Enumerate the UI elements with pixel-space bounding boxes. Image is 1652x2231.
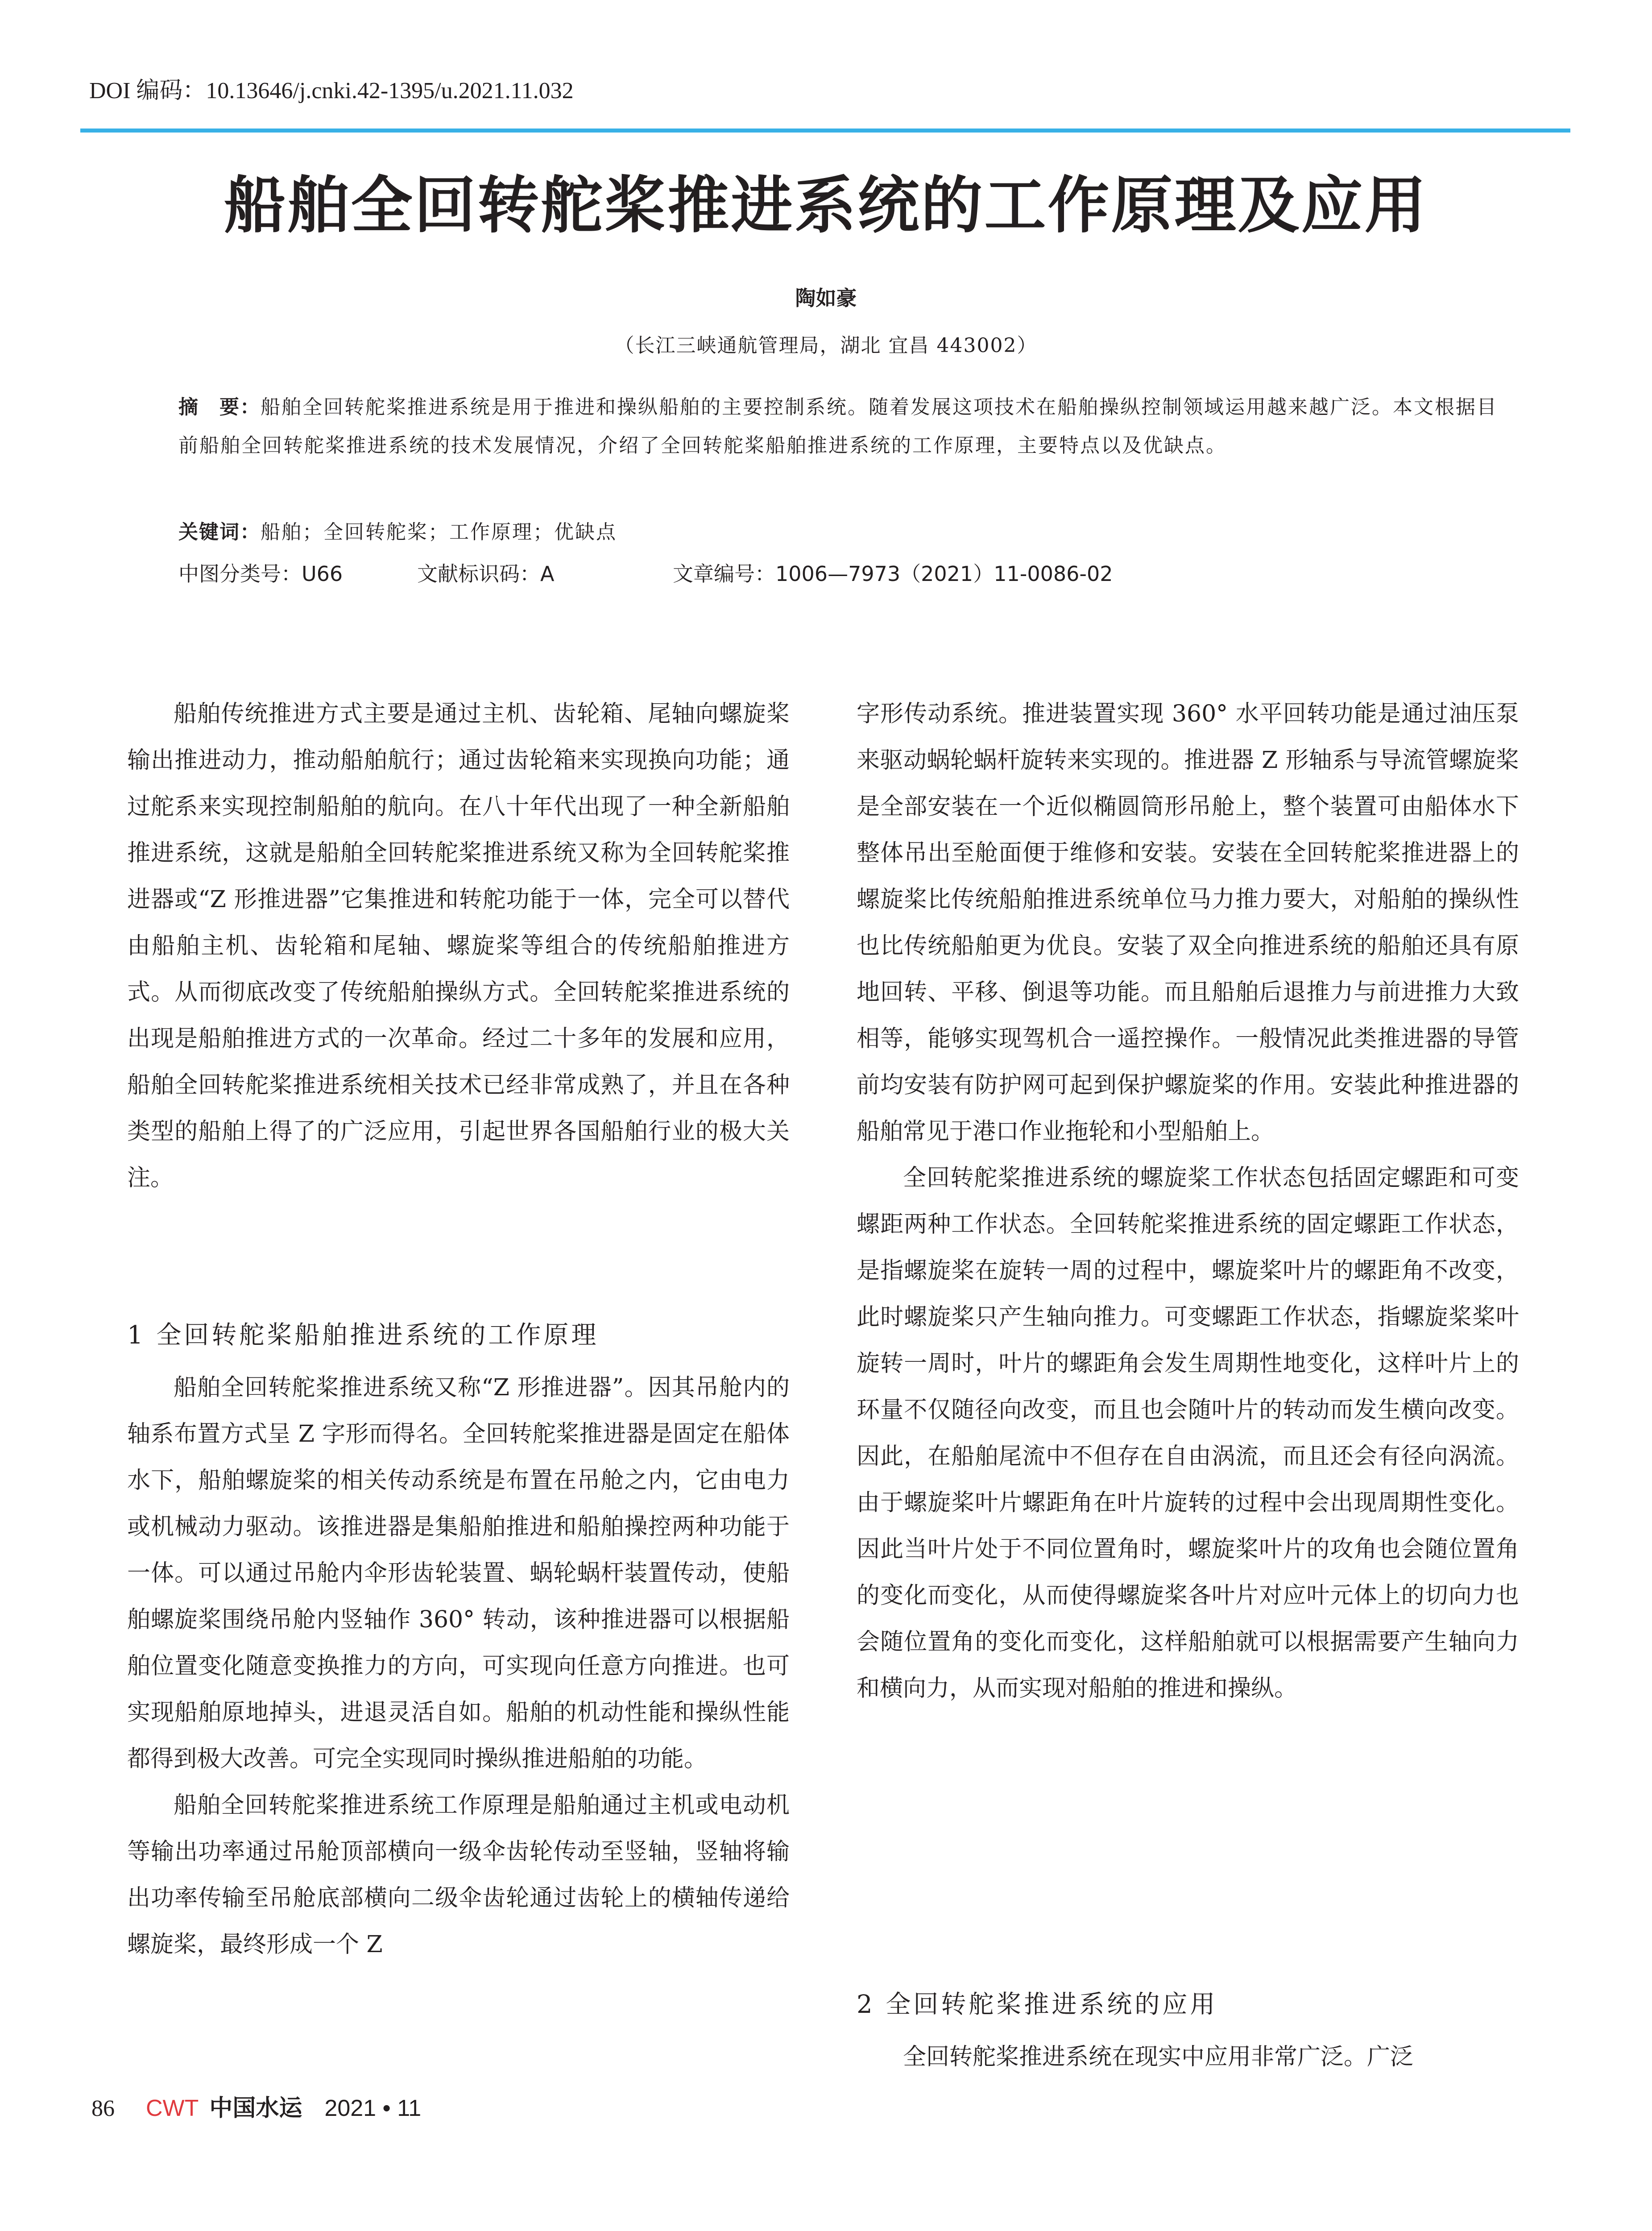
paragraph: 全回转舵桨推进系统在现实中应用非常广泛。广泛 [903,2044,1414,2070]
section-heading-2: 2 全回转舵桨推进系统的应用 [857,1990,1218,2019]
article-number: 文章编号：1006—7973（2021）11-0086-02 [673,562,1113,586]
paragraph: 船舶全回转舵桨推进系统又称“Z 形推进器”。因其吊舱内的轴系布置方式呈 Z 字形而得名。全回转舵桨推进器是固定在船体水下，船舶螺旋桨的相关传动系统是布置在吊舱之内，它由电力或机械动力驱动。该推进器是集船舶推进和船舶操控两种功能于一体。可以通过吊舱内伞形齿轮装置、蜗轮蜗杆装置传动，使船舶螺旋桨围绕吊舱内竖轴作 360° 转动，该种推进器可以根据船舶位置变化随意变换推力的方向，可实现向任意方向推进。也可实现船舶原地掉头，进退灵活自如。船舶的机动性能和操纵性能都得到极大改善。可完全实现同时操纵推进船舶的功能。 [127,1374,790,1772]
header-rule [80,129,1570,133]
keywords [178,513,1499,552]
issue-number: 2021 • 11 [324,2095,422,2121]
abstract [178,388,1499,465]
document-code: 文献标识码：A [417,562,555,586]
keywords-label: 关键词： [178,521,261,543]
keywords-text: 船舶；全回转舵桨；工作原理；优缺点 [261,521,617,543]
article-title: 船舶全回转舵桨推进系统的工作原理及应用 [224,170,1428,241]
section-heading-1: 1 全回转舵桨船舶推进系统的工作原理 [127,1321,599,1350]
right-column-tail [857,2034,1519,2080]
doi-line: DOI 编码：10.13646/j.cnki.42-1395/u.2021.11.032 [89,78,574,104]
paragraph: 全回转舵桨推进系统的螺旋桨工作状态包括固定螺距和可变螺距两种工作状态。全回转舵桨推进系统的固定螺距工作状态，是指螺旋桨在旋转一周的过程中，螺旋桨叶片的螺距角不改变，此时螺旋桨只产生轴向推力。可变螺距工作状态，指螺旋桨桨叶旋转一周时，叶片的螺距角会发生周期性地变化，这样叶片上的环量不仅随径向改变，而且也会随叶片的转动而发生横向改变。因此，在船舶尾流中不但存在自由涡流，而且还会有径向涡流。由于螺旋桨叶片螺距角在叶片旋转的过程中会出现周期性变化。因此当叶片处于不同位置角时，螺旋桨叶片的攻角也会随位置角的变化而变化，从而使得螺旋桨各叶片对应叶元体上的切向力也会随位置角的变化而变化，这样船舶就可以根据需要产生轴向力和横向力，从而实现对船舶的推进和操纵。 [857,1165,1519,1702]
author-name: 陶如豪 [795,286,857,310]
abstract-text: 船舶全回转舵桨推进系统是用于推进和操纵船舶的主要控制系统。随着发展这项技术在船舶操纵控制领域运用越来越广泛。本文根据目前船舶全回转舵桨推进系统的技术发展情况，介绍了全回转舵桨船舶推进系统的工作原理，主要特点以及优缺点。 [178,396,1498,457]
clc-number: 中图分类号：U66 [178,562,343,586]
brand-logo: CWT [146,2095,199,2121]
right-column-body [857,691,1519,1712]
paragraph: 字形传动系统。推进装置实现 360° 水平回转功能是通过油压泵来驱动蜗轮蜗杆旋转来实现的。推进器 Z 形轴系与导流管螺旋桨是全部安装在一个近似椭圆筒形吊舱上，整个装置可由船体水下整体吊出至舱面便于维修和安装。安装在全回转舵桨推进器上的螺旋桨比传统船舶推进系统单位马力推力要大，对船舶的操纵性也比传统船舶更为优良。安装了双全向推进系统的船舶还具有原地回转、平移、倒退等功能。而且船舶后退推力与前进推力大致相等，能够实现驾机合一遥控操作。一般情况此类推进器的导管前均安装有防护网可起到保护螺旋桨的作用。安装此种推进器的船舶常见于港口作业拖轮和小型船舶上。 [857,701,1519,1145]
paragraph: 船舶传统推进方式主要是通过主机、齿轮箱、尾轴向螺旋桨输出推进动力，推动船舶航行；通过齿轮箱来实现换向功能；通过舵系来实现控制船舶的航向。在八十年代出现了一种全新船舶推进系统，这就是船舶全回转舵桨推进系统又称为全回转舵桨推进器或“Z 形推进器”它集推进和转舵功能于一体，完全可以替代由船舶主机、齿轮箱和尾轴、螺旋桨等组合的传统船舶推进方式。从而彻底改变了传统船舶操纵方式。全回转舵桨推进系统的出现是船舶推进方式的一次革命。经过二十多年的发展和应用，船舶全回转舵桨推进系统相关技术已经非常成熟了，并且在各种类型的船舶上得了的广泛应用，引起世界各国船舶行业的极大关注。 [127,701,790,1191]
page-footer [91,2089,421,2123]
page-number: 86 [91,2096,115,2121]
paragraph: 船舶全回转舵桨推进系统工作原理是船舶通过主机或电动机等输出功率通过吊舱顶部横向一级伞齿轮传动至竖轴，竖轴将输出功率传输至吊舱底部横向二级伞齿轮通过齿轮上的横轴传递给螺旋桨，最终形成一个 Z [127,1792,790,1958]
magazine-name: 中国水运 [209,2094,302,2122]
abstract-label: 摘 要： [178,396,261,419]
author-affiliation: （长江三峡通航管理局，湖北 宜昌 443002） [614,334,1038,357]
left-column-intro [127,691,790,1201]
left-column-body [127,1364,790,1968]
